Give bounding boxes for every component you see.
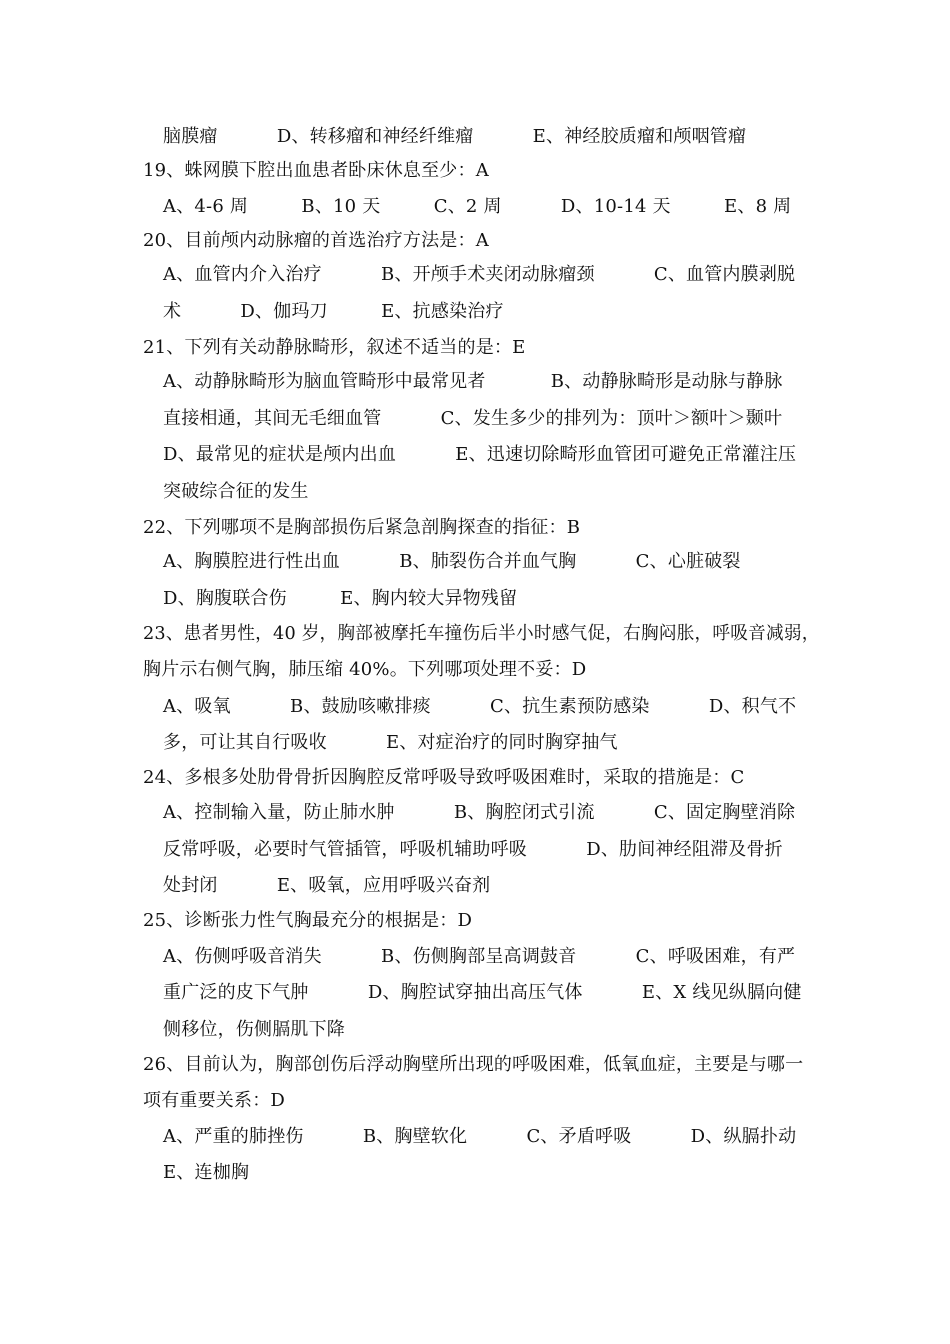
text-line: 侧移位，伤侧膈肌下降	[163, 1019, 345, 1040]
text-line: 多，可让其自行吸收 E、对症治疗的同时胸穿抽气	[163, 732, 618, 753]
text-line: D、胸腹联合伤 E、胸内较大异物残留	[163, 588, 518, 609]
text-line: 重广泛的皮下气肿 D、胸腔试穿抽出高压气体 E、X 线见纵膈向健	[163, 982, 802, 1003]
question-21: 21、下列有关动静脉畸形，叙述不适当的是：E	[143, 337, 526, 358]
question-20: 20、目前颅内动脉瘤的首选治疗方法是：A	[143, 230, 489, 251]
text-line: A、控制输入量，防止肺水肿 B、胸腔闭式引流 C、固定胸壁消除	[163, 802, 796, 823]
text-line: 反常呼吸，必要时气管插管，呼吸机辅助呼吸 D、肋间神经阻滞及骨折	[163, 839, 783, 860]
text-line: A、血管内介入治疗 B、开颅手术夹闭动脉瘤颈 C、血管内膜剥脱	[163, 264, 796, 285]
text-line: 直接相通，其间无毛细血管 C、发生多少的排列为：顶叶＞额叶＞颞叶	[163, 408, 783, 429]
question-22: 22、下列哪项不是胸部损伤后紧急剖胸探查的指征：B	[143, 517, 581, 538]
text-line: A、吸氧 B、鼓励咳嗽排痰 C、抗生素预防感染 D、积气不	[163, 696, 797, 717]
text-line: A、胸膜腔进行性出血 B、肺裂伤合并血气胸 C、心脏破裂	[163, 551, 741, 572]
text-line: A、动静脉畸形为脑血管畸形中最常见者 B、动静脉畸形是动脉与静脉	[163, 371, 783, 392]
question-26: 26、目前认为，胸部创伤后浮动胸壁所出现的呼吸困难，低氧血症，主要是与哪一	[143, 1054, 804, 1075]
text-line: E、连枷胸	[163, 1162, 250, 1183]
text-line: D、最常见的症状是颅内出血 E、迅速切除畸形血管团可避免正常灌注压	[163, 444, 797, 465]
text-line: 处封闭 E、吸氧，应用呼吸兴奋剂	[163, 875, 491, 896]
text-line: A、伤侧呼吸音消失 B、伤侧胸部呈高调鼓音 C、呼吸困难，有严	[163, 946, 796, 967]
question-25: 25、诊断张力性气胸最充分的根据是：D	[143, 910, 473, 931]
text-line: 突破综合征的发生	[163, 481, 309, 502]
text-line: A、4-6 周 B、10 天 C、2 周 D、10-14 天 E、8 周	[163, 196, 792, 217]
text-line: 胸片示右侧气胸，肺压缩 40%。下列哪项处理不妥：D	[143, 659, 587, 680]
question-23: 23、患者男性，40 岁，胸部被摩托车撞伤后半小时感气促，右胸闷胀，呼吸音减弱，	[143, 623, 820, 644]
text-line: 术 D、伽玛刀 E、抗感染治疗	[163, 301, 504, 322]
question-24: 24、多根多处肋骨骨折因胸腔反常呼吸导致呼吸困难时，采取的措施是：C	[143, 767, 745, 788]
text-line: 脑膜瘤 D、转移瘤和神经纤维瘤 E、神经胶质瘤和颅咽管瘤	[163, 126, 747, 147]
question-19: 19、蛛网膜下腔出血患者卧床休息至少：A	[143, 160, 489, 181]
text-line: 项有重要关系：D	[143, 1090, 286, 1111]
text-line: A、严重的肺挫伤 B、胸壁软化 C、矛盾呼吸 D、纵膈扑动	[163, 1126, 797, 1147]
